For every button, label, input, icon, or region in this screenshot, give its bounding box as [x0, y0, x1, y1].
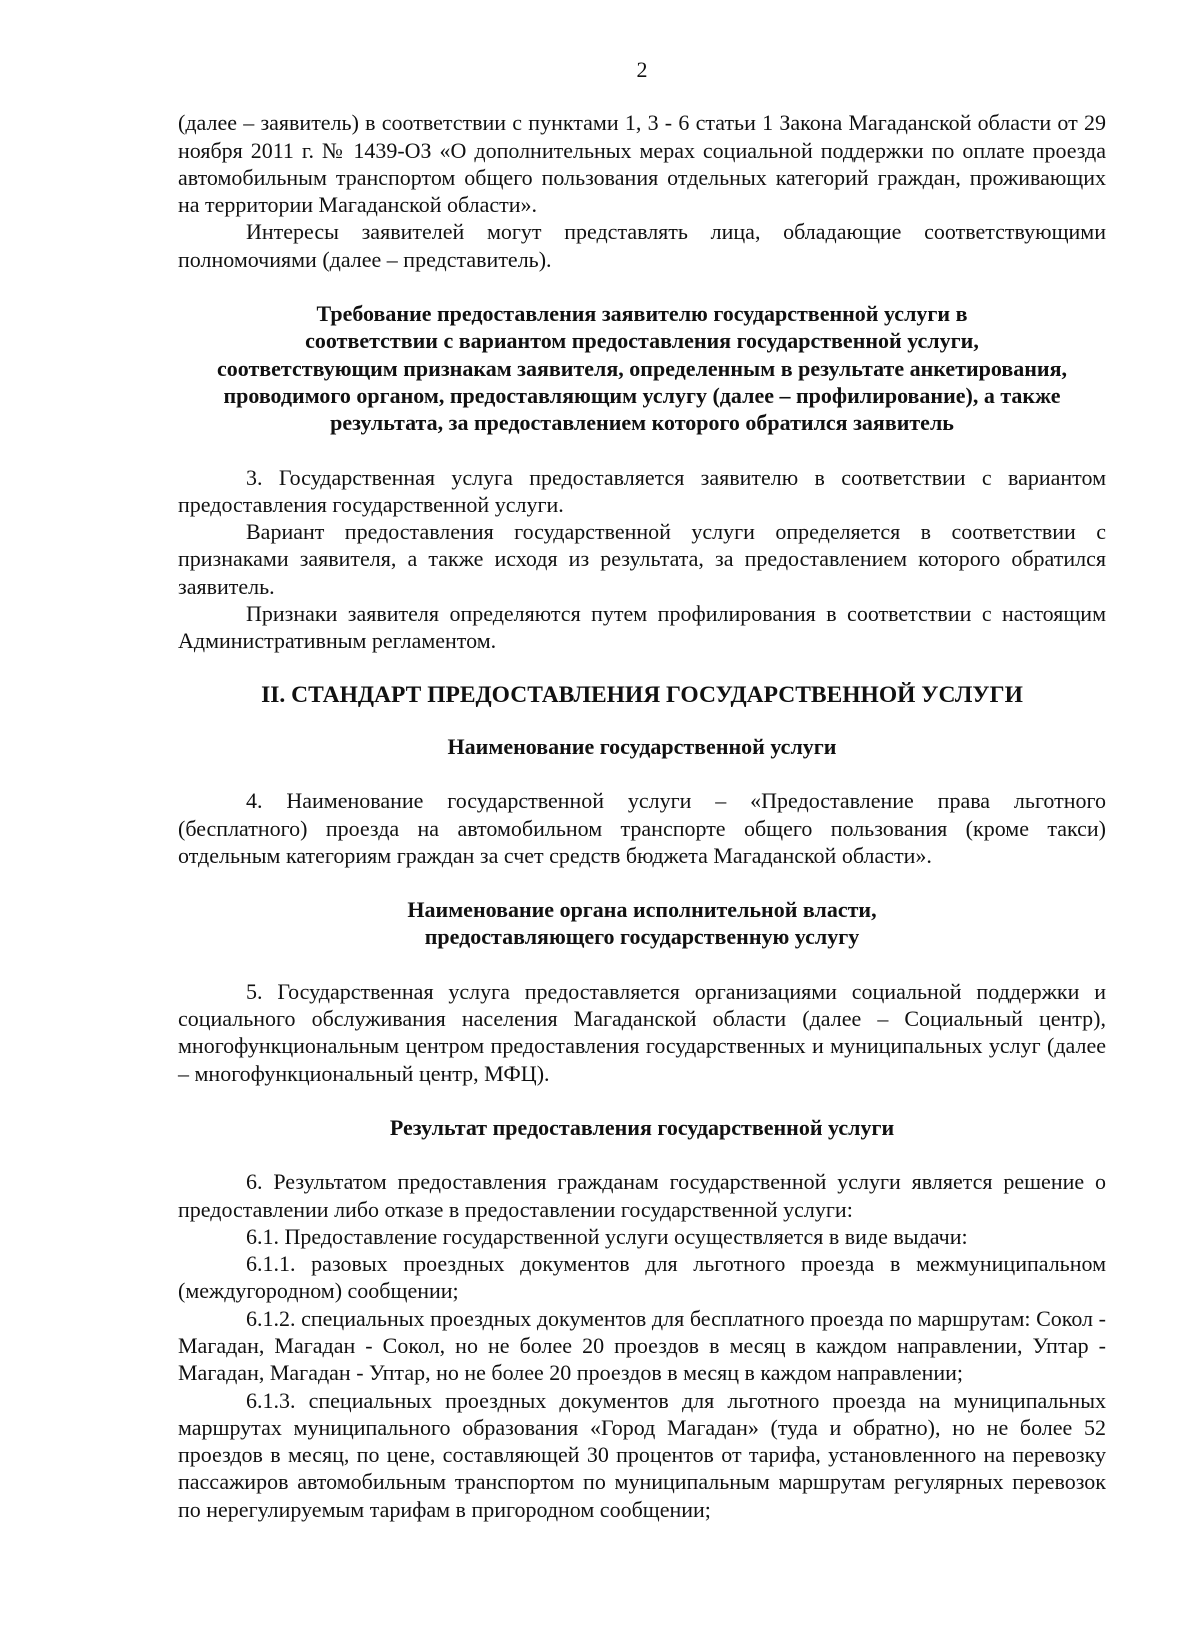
- paragraph-variant: Вариант предоставления государственной услуги определяется в соответствии с признаками заявителя, а также исходя из результата, за предоставлением которого обратился заявитель.: [178, 519, 1106, 599]
- paragraph-4: 4. Наименование государственной услуги – «Предоставление права льготного (бесплатного) проезда на автомобильном транспорте общего пользования (кроме такси) отдельным категориям граждан за счет средств бюджета Магаданской области».: [178, 788, 1106, 868]
- paragraph-signs: Признаки заявителя определяются путем профилирования в соответствии с настоящим Административным регламентом.: [178, 601, 1106, 654]
- paragraph-6-1: 6.1. Предоставление государственной услуги осуществляется в виде выдачи:: [246, 1223, 968, 1249]
- paragraph-6-1-1: 6.1.1. разовых проездных документов для льготного проезда в межмуниципальном (междугородном) сообщении;: [178, 1251, 1106, 1304]
- requirement-heading: [178, 300, 1106, 436]
- intro-paragraph-representative: Интересы заявителей могут представлять лица, обладающие соответствующими полномочиями (далее – представитель).: [178, 219, 1106, 272]
- requirement-heading-line: соответствующим признакам заявителя, определенным в результате анкетирования,: [217, 355, 1067, 381]
- result-heading: Результат предоставления государственной услуги: [389, 1114, 895, 1140]
- intro-paragraph-applicant: (далее – заявитель) в соответствии с пунктами 1, 3 - 6 статьи 1 Закона Магаданской области от 29 ноября 2011 г. № 1439-ОЗ «О дополнительных мерах социальной поддержки по оплате проезда автомобильным транспортом общего пользования отдельных категорий граждан, проживающих на территории Магаданской области».: [178, 110, 1106, 218]
- paragraph-3: 3. Государственная услуга предоставляется заявителю в соответствии с вариантом предоставления государственной услуги.: [178, 464, 1106, 517]
- service-name-heading: Наименование государственной услуги: [447, 733, 837, 759]
- organ-heading-line: предоставляющего государственную услугу: [424, 924, 860, 950]
- organ-heading-line: Наименование органа исполнительной власти,: [407, 897, 877, 923]
- requirement-heading-line: результата, за предоставлением которого обратился заявитель: [330, 410, 954, 436]
- paragraph-5: 5. Государственная услуга предоставляется организациями социальной поддержки и социального обслуживания населения Магаданской области (далее – Социальный центр), многофункциональным центром предоставления государственных и муниципальных услуг (далее – многофункциональный центр, МФЦ).: [178, 978, 1106, 1086]
- paragraph-6: 6. Результатом предоставления гражданам государственной услуги является решение о предоставлении либо отказе в предоставлении государственной услуги:: [178, 1169, 1106, 1222]
- section-2-title: II. СТАНДАРТ ПРЕДОСТАВЛЕНИЯ ГОСУДАРСТВЕННОЙ УСЛУГИ: [261, 681, 1023, 708]
- requirement-heading-line: Требование предоставления заявителю государственной услуги в: [316, 301, 968, 327]
- requirement-heading-line: проводимого органом, предоставляющим услугу (далее – профилирование), а также: [223, 382, 1061, 408]
- paragraph-6-1-2: 6.1.2. специальных проездных документов для бесплатного проезда по маршрутам: Сокол - Магадан, Магадан - Сокол, но не более 20 проездов в месяц в каждом направлении, Уптар - Магадан, Магадан - Уптар, но не более 20 проездов в месяц в каждом направлении;: [178, 1305, 1106, 1386]
- page-number: 2: [636, 57, 648, 82]
- paragraph-6-1-3: 6.1.3. специальных проездных документов для льготного проезда на муниципальных маршрутах муниципального образования «Город Магадан» (туда и обратно), но не более 52 проездов в месяц, по цене, составляющей 30 процентов от тарифа, установленного на перевозку пассажиров автомобильным транспортом по муниципальным маршрутам регулярных перевозок по нерегулируемым тарифам в пригородном сообщении;: [178, 1387, 1106, 1522]
- organ-heading: [178, 896, 1106, 951]
- requirement-heading-line: соответствии с вариантом предоставления государственной услуги,: [305, 328, 979, 354]
